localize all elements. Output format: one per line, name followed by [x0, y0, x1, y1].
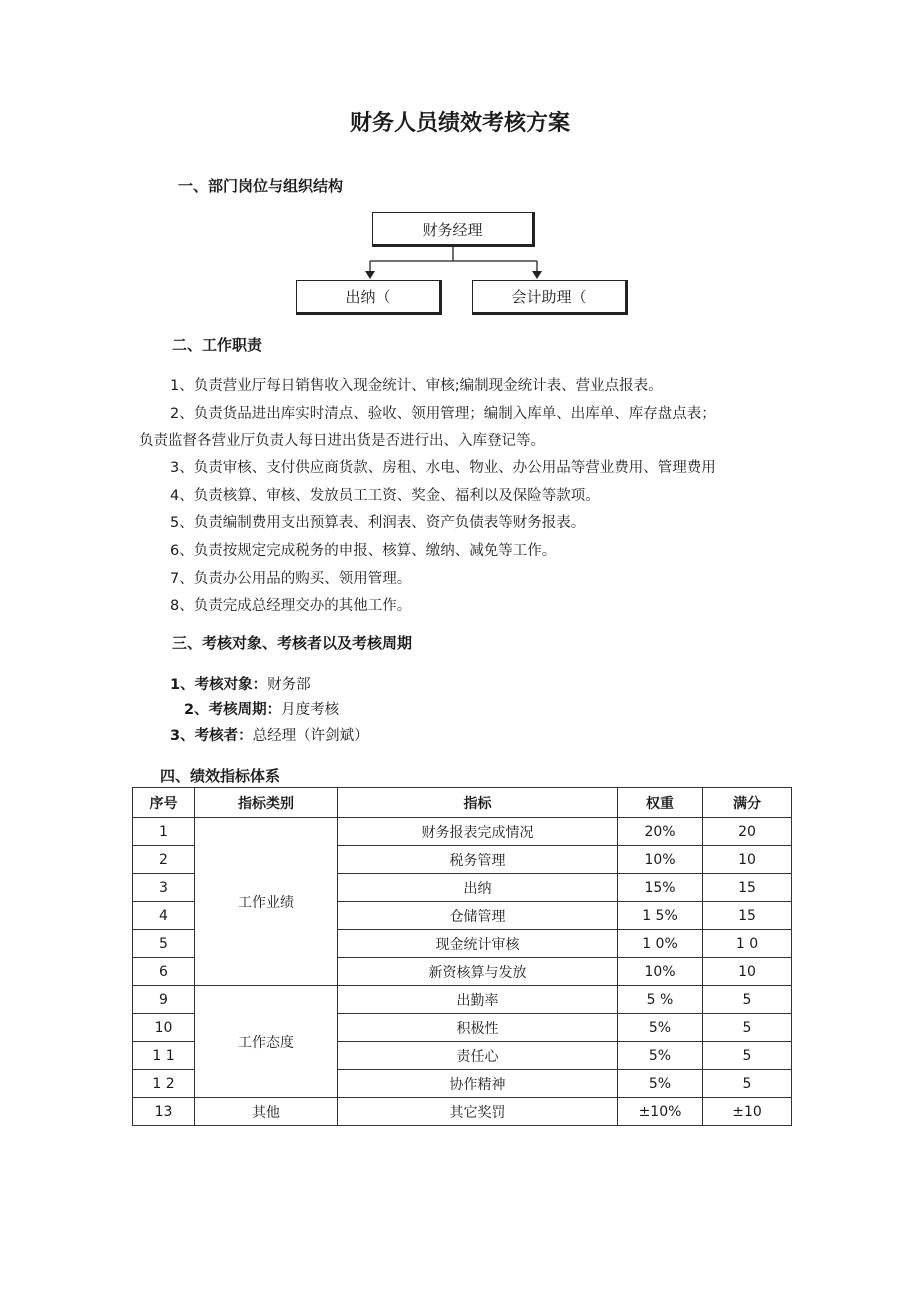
kpi-table	[132, 787, 792, 1126]
cell-weight: 20%	[618, 818, 703, 846]
duty-item: 4、负责核算、审核、发放员工工资、奖金、福利以及保险等款项。	[170, 488, 600, 504]
org-box-cashier-label: 出纳（	[345, 288, 391, 306]
duty-item: 6、负责按规定完成税务的申报、核算、缴纳、减免等工作。	[170, 543, 557, 559]
cell-no: 2	[133, 846, 195, 874]
cell-no: 6	[133, 958, 195, 986]
duty-item: 8、负责完成总经理交办的其他工作。	[170, 598, 412, 614]
column-header-indicator: 指标	[338, 788, 618, 818]
cell-weight: 10%	[618, 958, 703, 986]
table-row	[133, 986, 792, 1014]
cell-category: 工作态度	[195, 986, 338, 1098]
cell-weight: 1 0%	[618, 930, 703, 958]
cell-weight: 15%	[618, 874, 703, 902]
cell-weight: ±10%	[618, 1098, 703, 1126]
assessment-item-value: 月度考核	[281, 702, 340, 718]
duty-item: 3、负责审核、支付供应商货款、房租、水电、物业、办公用品等营业费用、管理费用	[170, 460, 716, 476]
cell-indicator: 其它奖罚	[338, 1098, 618, 1126]
cell-no: 1	[133, 818, 195, 846]
table-header-row	[133, 788, 792, 818]
cell-score: 10	[703, 958, 792, 986]
cell-indicator: 协作精神	[338, 1070, 618, 1098]
duty-item: 5、负责编制费用支出预算表、利润表、资产负债表等财务报表。	[170, 515, 586, 531]
duty-item-continuation: 负责监督各营业厅负责人每日进出货是否进行出、入库登记等。	[139, 433, 545, 449]
cell-score: 15	[703, 902, 792, 930]
assessment-item-period	[184, 698, 339, 719]
cell-weight: 5 %	[618, 986, 703, 1014]
cell-indicator: 出勤率	[338, 986, 618, 1014]
duty-item: 2、负责货品进出库实时清点、验收、领用管理；编制入库单、出库单、库存盘点表；	[170, 406, 716, 422]
cell-indicator: 税务管理	[338, 846, 618, 874]
assessment-item-assessor	[170, 724, 369, 745]
cell-no: 3	[133, 874, 195, 902]
cell-score: 15	[703, 874, 792, 902]
column-header-no: 序号	[133, 788, 195, 818]
assessment-item-value: 总经理（许剑斌）	[252, 728, 369, 744]
assessment-item-value: 财务部	[267, 677, 311, 693]
cell-score: 20	[703, 818, 792, 846]
cell-indicator: 仓储管理	[338, 902, 618, 930]
cell-indicator: 财务报表完成情况	[338, 818, 618, 846]
cell-score: 1 0	[703, 930, 792, 958]
assessment-item-label: 2、考核周期：	[184, 702, 282, 718]
duty-item: 7、负责办公用品的购买、领用管理。	[170, 571, 412, 587]
section-4-heading: 四、绩效指标体系	[160, 767, 281, 785]
cell-weight: 1 5%	[618, 902, 703, 930]
org-box-finance-manager-label: 财务经理	[422, 221, 483, 239]
cell-no: 1 1	[133, 1042, 195, 1070]
cell-score: 5	[703, 1042, 792, 1070]
cell-no: 5	[133, 930, 195, 958]
cell-no: 13	[133, 1098, 195, 1126]
column-header-category: 指标类别	[195, 788, 338, 818]
cell-indicator: 出纳	[338, 874, 618, 902]
cell-weight: 5%	[618, 1014, 703, 1042]
cell-score: ±10	[703, 1098, 792, 1126]
cell-indicator: 责任心	[338, 1042, 618, 1070]
column-header-weight: 权重	[618, 788, 703, 818]
org-chart-connectors	[0, 0, 920, 330]
section-3-heading: 三、考核对象、考核者以及考核周期	[172, 634, 413, 652]
section-2-heading: 二、工作职责	[172, 336, 263, 354]
cell-score: 5	[703, 986, 792, 1014]
section-1-heading: 一、部门岗位与组织结构	[178, 177, 344, 195]
cell-score: 5	[703, 1014, 792, 1042]
cell-no: 4	[133, 902, 195, 930]
org-box-accounting-assistant-label: 会计助理（	[511, 288, 587, 306]
duty-item: 1、负责营业厅每日销售收入现金统计、审核;编制现金统计表、营业点报表。	[170, 378, 663, 394]
cell-weight: 5%	[618, 1042, 703, 1070]
page-title: 财务人员绩效考核方案	[349, 111, 570, 136]
assessment-item-target	[170, 673, 311, 694]
cell-no: 10	[133, 1014, 195, 1042]
cell-weight: 10%	[618, 846, 703, 874]
cell-no: 1 2	[133, 1070, 195, 1098]
cell-indicator: 新资核算与发放	[338, 958, 618, 986]
org-box-finance-manager	[372, 212, 535, 247]
org-box-accounting-assistant	[472, 280, 628, 315]
cell-indicator: 积极性	[338, 1014, 618, 1042]
cell-category: 工作业绩	[195, 818, 338, 986]
column-header-score: 满分	[703, 788, 792, 818]
cell-indicator: 现金统计审核	[338, 930, 618, 958]
assessment-item-label: 3、考核者：	[170, 728, 253, 744]
cell-score: 10	[703, 846, 792, 874]
table-row	[133, 1098, 792, 1126]
cell-score: 5	[703, 1070, 792, 1098]
assessment-item-label: 1、考核对象：	[170, 677, 268, 693]
table-row	[133, 818, 792, 846]
org-box-cashier	[296, 280, 442, 315]
cell-weight: 5%	[618, 1070, 703, 1098]
cell-category: 其他	[195, 1098, 338, 1126]
cell-no: 9	[133, 986, 195, 1014]
